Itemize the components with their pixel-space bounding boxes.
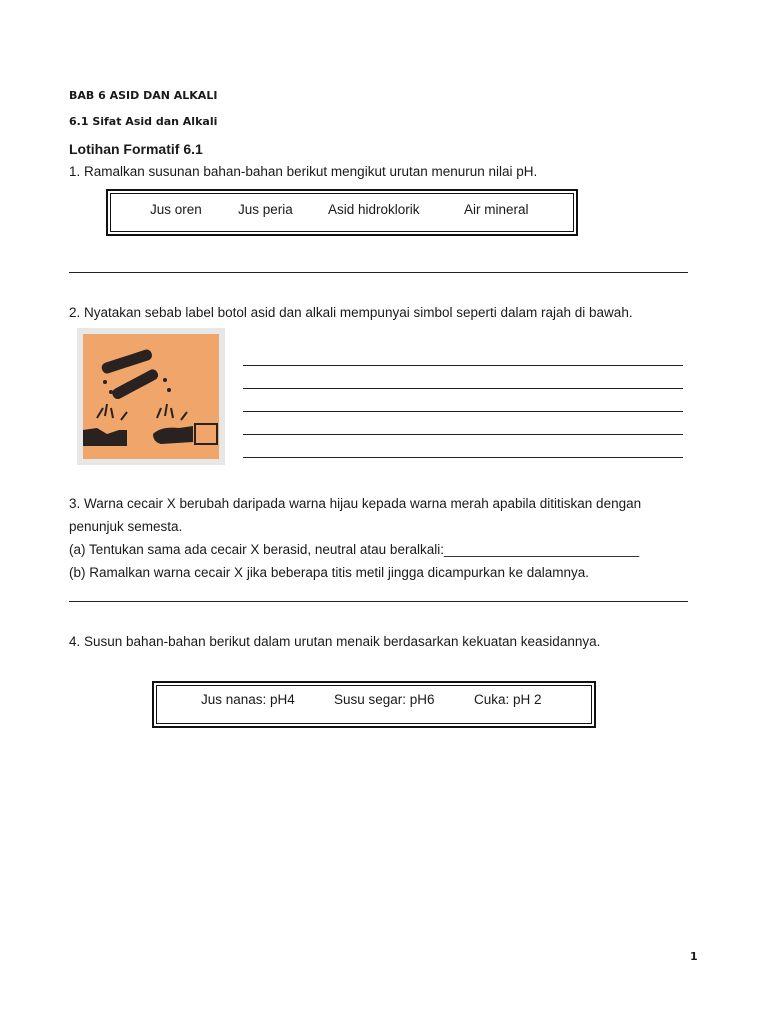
q1-item: Asid hidroklorik <box>328 202 420 217</box>
q2-answer-line[interactable] <box>243 434 683 435</box>
question-1-items-box <box>106 189 578 236</box>
exercise-title: Lotihan Formatif 6.1 <box>69 141 203 157</box>
question-3a-text: (a) Tentukan sama ada cecair X berasid, neutral atau beralkali:__________________________ <box>69 542 640 557</box>
question-3-text-line-1: 3. Warna cecair X berubah daripada warna hijau kepada warna merah apabila dititiskan dengan <box>69 496 642 511</box>
section-heading: 6.1 Sifat Asid dan Alkali <box>69 115 218 128</box>
question-3b-text: (b) Ramalkan warna cecair X jika beberapa titis metil jingga dicampurkan ke dalamnya. <box>69 565 589 580</box>
q1-answer-line[interactable] <box>69 272 688 273</box>
q2-answer-line[interactable] <box>243 365 683 366</box>
q1-item: Jus peria <box>238 202 293 217</box>
question-4-text: 4. Susun bahan-bahan berikut dalam urutan menaik berdasarkan kekuatan keasidannya. <box>69 634 601 649</box>
q3-answer-line[interactable] <box>69 601 688 602</box>
q2-answer-line[interactable] <box>243 411 683 412</box>
q2-answer-line[interactable] <box>243 457 683 458</box>
question-3-text-line-2: penunjuk semesta. <box>69 519 183 534</box>
corrosive-hazard-symbol <box>77 328 225 465</box>
chapter-heading: BAB 6 ASID DAN ALKALI <box>69 89 218 102</box>
q1-item: Air mineral <box>464 202 529 217</box>
corrosive-icon <box>83 334 219 459</box>
q4-item: Susu segar: pH6 <box>334 692 435 707</box>
q2-answer-line[interactable] <box>243 388 683 389</box>
page-number: 1 <box>690 950 698 963</box>
q4-item: Cuka: pH 2 <box>474 692 542 707</box>
question-2-text: 2. Nyatakan sebab label botol asid dan alkali mempunyai simbol seperti dalam rajah di bawah. <box>69 305 633 320</box>
q4-item: Jus nanas: pH4 <box>201 692 295 707</box>
q1-item: Jus oren <box>150 202 202 217</box>
question-4-items-box <box>152 681 596 728</box>
question-1-text: 1. Ramalkan susunan bahan-bahan berikut mengikut urutan menurun nilai pH. <box>69 164 538 179</box>
